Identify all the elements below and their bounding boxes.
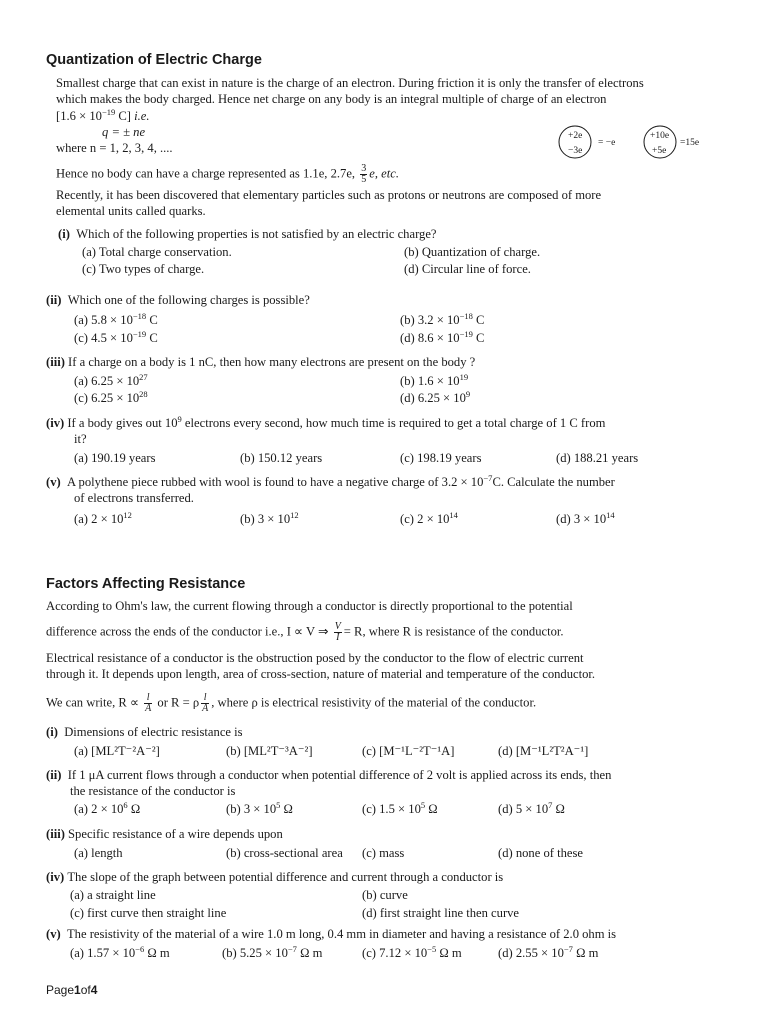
s2-q1-option-d: (d) [M⁻¹L²T²A⁻¹] — [498, 744, 589, 758]
s1-q1-option-b: (b) Quantization of charge. — [404, 245, 541, 259]
s1-q2-option-c: (c) $4.5 \times 10^{-19}$ C — [74, 329, 158, 345]
s1-question-1: (i) Which of the following properties is not satisfied by an electric charge? — [58, 227, 437, 241]
resistance-def-line-2: through it. It depends upon length, area of cross-section, nature of material and temperature of the conductor. — [46, 667, 596, 681]
s1-q4-option-d: (d) 188.21 years — [556, 451, 639, 465]
s2-q4-option-a: (a) a straight line — [70, 888, 156, 902]
intro-line-1: Smallest charge that can exist in nature is the charge of an electron. During friction it is only the transfer of electrons — [56, 76, 644, 90]
s1-q2-option-b: (b) $3.2 \times 10^{-18}$ C — [400, 311, 485, 327]
s1-q3-option-a: (a) $6.25 \times 10^{27}$ — [74, 372, 148, 388]
s1-q2-option-a: (a) $5.8 \times 10^{-18}$ C — [74, 311, 158, 327]
s1-q3-option-b: (b) $1.6 \times 10^{19}$ — [400, 372, 469, 388]
s1-question-2: (ii) Which one of the following charges is possible? — [46, 293, 310, 307]
s1-q4-option-a: (a) 190.19 years — [74, 451, 156, 465]
circle1-result: = −e — [598, 138, 616, 148]
s2-q5-option-b: (b) $5.25 \times 10^{-7}$ Ω m — [222, 944, 323, 960]
s2-question-5: (v) The resistivity of the material of a wire 1.0 m long, 0.4 mm in diameter and having a resistance of 2.0 ohm is — [46, 927, 617, 941]
s2-question-3: (iii) Specific resistance of a wire depends upon — [46, 827, 283, 841]
page-footer — [46, 983, 97, 997]
s2-question-1: (i) Dimensions of electric resistance is — [46, 725, 243, 739]
intro-line-3: [$1.6 \times 10^{-19}$ C] i.e. — [56, 107, 150, 123]
s2-q1-option-b: (b) [ML²T⁻³A⁻²] — [226, 744, 313, 758]
s2-question-2: (ii) If 1 μA current flows through a conductor when potential difference of 2 volt is applied across its ends, then — [46, 768, 612, 782]
s2-q3-option-a: (a) length — [74, 846, 123, 860]
s1-q3-option-d: (d) $6.25 \times 10^9$ — [400, 389, 471, 405]
s1-q5-option-a: (a) $2 \times 10^{12}$ — [74, 510, 132, 526]
fraction-v-over-i: $\frac{V}{I}$ — [334, 621, 341, 643]
charge-circles-diagram — [556, 124, 716, 162]
no-body-line: Hence no body can have a charge represented as 1.1e, 2.7e, $\frac{3}{5}$ e, etc. — [56, 163, 399, 185]
circle1-top-label: +2e — [568, 131, 583, 141]
s1-question-5: (v) A polythene piece rubbed with wool is found to have a negative charge of $3.2 \times 10^{-7}C$. Calculate the number — [46, 473, 615, 489]
s1-question-3: (iii) If a charge on a body is 1 nC, then how many electrons are present on the body ? — [46, 355, 476, 369]
s2-q5-option-c: (c) $7.12 \times 10^{-5}$ Ω m — [362, 944, 462, 960]
s2-q3-option-b: (b) cross-sectional area — [226, 846, 343, 860]
fraction-three-fifths: $\frac{3}{5}$ — [361, 163, 367, 185]
circle1-bottom-label: −3e — [568, 146, 583, 156]
s1-q5-option-b: (b) $3 \times 10^{12}$ — [240, 510, 299, 526]
s1-question-4: (iv) If a body gives out $10^9$ electrons every second, how much time is required to get a total charge of 1 C from — [46, 414, 606, 430]
ohm-line-2: difference across the ends of the conductor i.e., I ∝ V ⇒ $\frac{V}{I}$ = R, where R is resistance of the conductor. — [46, 621, 564, 643]
s1-q1-option-a: (a) Total charge conservation. — [82, 245, 232, 259]
footer-of-word: of — [80, 983, 91, 997]
ohm-line-1: According to Ohm's law, the current flowing through a conductor is directly proportional to the potential — [46, 599, 573, 613]
s2-q5-option-a: (a) $1.57 \times 10^{-6}$ Ω m — [70, 944, 170, 960]
s1-q1-option-d: (d) Circular line of force. — [404, 262, 531, 276]
resistivity-formula-line: We can write, R ∝ $\frac{l}{A}$ or R = ρ $\frac{l}{A}$ , where ρ is electrical resistivity of the material of the conductor. — [46, 692, 537, 714]
footer-page-number: 1 — [74, 983, 81, 997]
charge-formula: q = ± ne — [102, 125, 146, 139]
fraction-l-over-a-2: $\frac{l}{A}$ — [202, 692, 209, 714]
s1-q5-option-c: (c) $2 \times 10^{14}$ — [400, 510, 458, 526]
recent-line-2: elemental units called quarks. — [56, 204, 206, 218]
s2-q1-option-a: (a) [ML²T⁻²A⁻²] — [74, 744, 160, 758]
s1-q4-option-b: (b) 150.12 years — [240, 451, 323, 465]
s1-q3-option-c: (c) $6.25 \times 10^{28}$ — [74, 389, 148, 405]
s2-q1-option-c: (c) [M⁻¹L⁻²T⁻¹A] — [362, 744, 455, 758]
s2-q3-option-d: (d) none of these — [498, 846, 583, 860]
s2-q3-option-c: (c) mass — [362, 846, 405, 860]
s1-q5-option-d: (d) $3 \times 10^{14}$ — [556, 510, 615, 526]
section-title-quantization: Quantization of Electric Charge — [46, 52, 262, 68]
s2-q2-option-c: (c) $1.5 \times 10^5$ Ω — [362, 800, 438, 816]
s2-question-4: (iv) The slope of the graph between potential difference and current through a conductor is — [46, 870, 504, 884]
s1-question-5-line-2: of electrons transferred. — [74, 491, 194, 505]
s1-q4-option-c: (c) 198.19 years — [400, 451, 482, 465]
where-line: where n = 1, 2, 3, 4, .... — [56, 141, 173, 155]
recent-line-1: Recently, it has been discovered that elementary particles such as protons or neutrons are composed of more — [56, 188, 602, 202]
s2-q5-option-d: (d) $2.55 \times 10^{-7}$ Ω m — [498, 944, 599, 960]
s2-q4-option-b: (b) curve — [362, 888, 408, 902]
resistance-def-line-1: Electrical resistance of a conductor is the obstruction posed by the conductor to the flow of electric current — [46, 651, 584, 665]
intro-line-2: which makes the body charged. Hence net charge on any body is an integral multiple of charge of an electron — [56, 92, 607, 106]
s1-q1-option-c: (c) Two types of charge. — [82, 262, 205, 276]
section-title-resistance: Factors Affecting Resistance — [46, 576, 246, 592]
footer-page-word: Page — [46, 983, 75, 997]
s1-q2-option-d: (d) $8.6 \times 10^{-19}$ C — [400, 329, 485, 345]
circle2-result: =15e — [680, 138, 700, 148]
s2-q4-option-c: (c) first curve then straight line — [70, 906, 227, 920]
s2-q4-option-d: (d) first straight line then curve — [362, 906, 520, 920]
s2-q2-option-a: (a) $2 \times 10^6$ Ω — [74, 800, 141, 816]
s1-question-4-line-2: it? — [74, 432, 87, 446]
s2-question-2-line-2: the resistance of the conductor is — [70, 784, 236, 798]
circle2-bottom-label: +5e — [652, 146, 667, 156]
circle2-top-label: +10e — [650, 131, 670, 141]
s2-q2-option-b: (b) $3 \times 10^5$ Ω — [226, 800, 293, 816]
fraction-l-over-a-1: $\frac{l}{A}$ — [145, 692, 152, 714]
s2-q2-option-d: (d) $5 \times 10^7$ Ω — [498, 800, 565, 816]
footer-total-pages: 4 — [90, 983, 98, 997]
